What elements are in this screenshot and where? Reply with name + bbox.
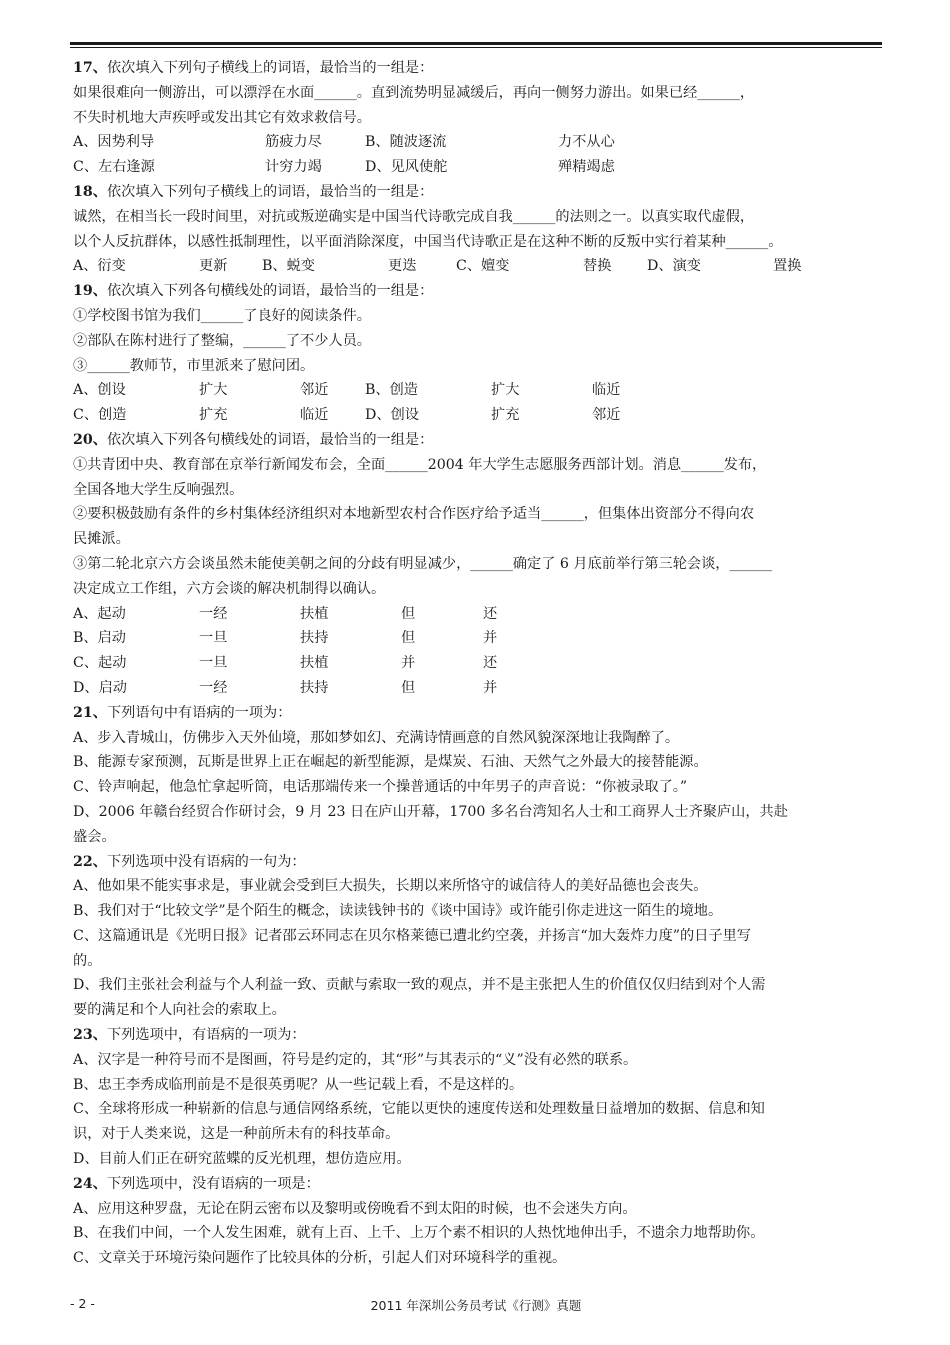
question-20-stem <box>73 428 881 453</box>
option-c-word-2: 计穷力竭 <box>265 159 322 176</box>
option-word-5: 还 <box>483 655 498 672</box>
option-c-word-2: 扩充 <box>199 407 228 424</box>
q18-line-1: 诚然，在相当长一段时间里，对抗或叛逆确实是中国当代诗歌完成自我______的法则之一。以真实取代虚假， <box>73 208 755 225</box>
q19-options-row-1 <box>73 378 881 403</box>
option-a: A、创设 <box>73 382 126 399</box>
q20-line-2: 全国各地大学生反响强烈。 <box>73 481 244 498</box>
option-a-word-2: 筋疲力尽 <box>265 134 322 151</box>
question-text: 依次填入下列句子横线上的词语，最恰当的一组是： <box>106 60 434 76</box>
q23-option-c-line-2: 识，对于人类来说，这是一种前所未有的科技革命。 <box>73 1126 400 1143</box>
option-a: A、因势利导 <box>73 134 155 151</box>
option-word-2: 一经 <box>199 679 228 696</box>
question-text: 下列语句中有语病的一项为： <box>106 704 292 721</box>
q21-option-d-line-1: D、2006 年赣台经贸合作研讨会，9 月 23 日在庐山开幕，1700 多名台湾知名人士和工商界人士齐聚庐山，共赴 <box>73 803 788 820</box>
question-18-stem <box>73 180 881 205</box>
question-number: 23、 <box>73 1027 107 1044</box>
q20-line-5: ③第二轮北京六方会谈虽然未能使美朝之间的分歧有明显减少，______确定了 6 月底前举行第三轮会谈，______ <box>73 555 773 572</box>
option-word-4: 但 <box>401 630 416 647</box>
option-label: A、起动 <box>73 605 126 622</box>
option-d: D、演变 <box>647 258 701 275</box>
question-text: 下列选项中没有语病的一句为： <box>106 853 306 870</box>
option-d-word-2: 置换 <box>773 258 802 275</box>
question-number: 21、 <box>73 704 107 721</box>
q23-option-c-line-1: C、全球将形成一种崭新的信息与通信网络系统，它能以更快的速度传送和处理数量日益增加的数据、信息和知 <box>73 1101 765 1118</box>
question-17-stem <box>73 56 881 81</box>
footer-title: 2011 年深圳公务员考试《行测》真题 <box>370 1298 582 1313</box>
page-content <box>73 56 881 1271</box>
question-21-stem <box>73 701 881 726</box>
option-word-4: 并 <box>401 655 416 672</box>
option-d: D、创设 <box>365 407 419 424</box>
option-word-2: 一旦 <box>199 630 228 647</box>
q22-option-c-line-1: C、这篇通讯是《光明日报》记者邵云环同志在贝尔格莱德已遭北约空袭，并扬言“加大轰炸力度”的日子里写 <box>73 927 751 944</box>
question-23-stem <box>73 1023 881 1048</box>
question-text: 依次填入下列各句横线处的词语，最恰当的一组是： <box>106 431 434 448</box>
q21-option-c: C、铃声响起，他急忙拿起听筒，电话那端传来一个操普通话的中年男子的声音说：“你被录取了。” <box>73 779 688 796</box>
option-word-5: 并 <box>483 630 498 647</box>
q22-option-d-line-2: 要的满足和个人向社会的索取上。 <box>73 1002 286 1019</box>
option-d-word-2: 扩充 <box>491 407 520 424</box>
option-label: B、启动 <box>73 630 126 647</box>
question-text: 依次填入下列句子横线上的词语，最恰当的一组是： <box>106 183 434 200</box>
q22-option-b: B、我们对于“比较文学”是个陌生的概念，读读钱钟书的《谈中国诗》或许能引你走进这一陌生的境地。 <box>73 903 723 920</box>
question-number: 22、 <box>73 853 107 870</box>
option-word-4: 但 <box>401 679 416 696</box>
question-text: 下列选项中，没有语病的一项是： <box>106 1175 320 1192</box>
option-b-word-2: 力不从心 <box>558 134 615 151</box>
option-b-word-2: 扩大 <box>491 382 520 399</box>
q23-option-a: A、汉字是一种符号而不是图画，符号是约定的，其“形”与其表示的“义”没有必然的联系。 <box>73 1051 638 1068</box>
option-label: D、启动 <box>73 679 127 696</box>
option-word-4: 但 <box>401 605 416 622</box>
q23-option-d: D、目前人们正在研究蓝蝶的反光机理，想仿造应用。 <box>73 1151 411 1168</box>
q19-options-row-2 <box>73 403 881 428</box>
header-rule-thick <box>70 42 882 45</box>
q22-option-c-line-2: 的。 <box>73 952 102 969</box>
q24-option-a: A、应用这种罗盘，无论在阴云密布以及黎明或傍晚看不到太阳的时候，也不会迷失方向。 <box>73 1200 637 1217</box>
q20-option-b <box>73 626 881 651</box>
option-a-word-2: 更新 <box>199 258 228 275</box>
q17-options-row-1 <box>73 130 881 155</box>
q20-line-6: 决定成立工作组，六方会谈的解决机制得以确认。 <box>73 580 386 597</box>
option-c-word-2: 替换 <box>583 258 612 275</box>
option-label: C、起动 <box>73 655 127 672</box>
option-b-word-2: 更迭 <box>388 258 417 275</box>
option-word-3: 扶植 <box>300 605 329 622</box>
q19-line-2: ②部队在陈村进行了整编，______了不少人员。 <box>73 332 371 349</box>
option-word-3: 扶持 <box>300 630 329 647</box>
question-number: 20、 <box>73 431 107 448</box>
q20-line-4: 民摊派。 <box>73 531 130 548</box>
option-b: B、创造 <box>365 382 418 399</box>
q20-line-3: ②要积极鼓励有条件的乡村集体经济组织对本地新型农村合作医疗给予适当______，但集体出资部分不得向农 <box>73 506 755 523</box>
q17-line-1: 如果很难向一侧游出，可以漂浮在水面______。直到流势明显减缓后，再向一侧努力游出。如果已经______， <box>73 84 755 101</box>
q19-line-3: ③______教师节，市里派来了慰问团。 <box>73 357 315 374</box>
option-a-word-2: 扩大 <box>199 382 228 399</box>
question-19-stem <box>73 279 881 304</box>
option-d: D、见风使舵 <box>365 159 448 176</box>
question-text: 下列选项中，有语病的一项为： <box>106 1027 306 1044</box>
q17-line-2: 不失时机地大声疾呼或发出其它有效求救信号。 <box>73 109 371 126</box>
option-b-word-3: 临近 <box>592 382 621 399</box>
option-d-word-2: 殚精竭虑 <box>558 159 615 176</box>
option-a: A、衍变 <box>73 258 126 275</box>
option-d-word-3: 邻近 <box>592 407 621 424</box>
option-c: C、嬗变 <box>456 258 510 275</box>
q20-option-a <box>73 602 881 627</box>
question-number: 19、 <box>73 283 107 300</box>
option-c: C、创造 <box>73 407 127 424</box>
page-number: - 2 - <box>70 1296 95 1311</box>
q21-option-d-line-2: 盛会。 <box>73 828 116 845</box>
question-number: 24、 <box>73 1175 107 1192</box>
q23-option-b: B、忠王李秀成临刑前是不是很英勇呢？从一些记载上看，不是这样的。 <box>73 1076 524 1093</box>
option-word-3: 扶植 <box>300 655 329 672</box>
q21-option-b: B、能源专家预测，瓦斯是世界上正在崛起的新型能源，是煤炭、石油、天然气之外最大的接替能源。 <box>73 754 708 771</box>
question-number: 18、 <box>73 183 107 200</box>
q20-option-c <box>73 651 881 676</box>
q18-options-row <box>73 254 881 279</box>
option-word-5: 还 <box>483 605 498 622</box>
question-24-stem <box>73 1172 881 1197</box>
q21-option-a: A、步入青城山，仿佛步入天外仙境，那如梦如幻、充满诗情画意的自然风貌深深地让我陶醉了。 <box>73 729 680 746</box>
option-word-5: 并 <box>483 679 498 696</box>
q19-line-1: ①学校图书馆为我们______了良好的阅读条件。 <box>73 307 371 324</box>
q22-option-a: A、他如果不能实事求是，事业就会受到巨大损失，长期以来所恪守的诚信待人的美好品德也会丧失。 <box>73 878 708 895</box>
q20-line-1: ①共青团中央、教育部在京举行新闻发布会，全面______2004 年大学生志愿服务西部计划。消息______发布， <box>73 456 767 473</box>
option-b: B、随波逐流 <box>365 134 447 151</box>
option-word-2: 一经 <box>199 605 228 622</box>
option-c-word-3: 临近 <box>300 407 329 424</box>
q20-option-d <box>73 676 881 701</box>
q17-options-row-2 <box>73 155 881 180</box>
q18-line-2: 以个人反抗群体，以感性抵制理性，以平面消除深度，中国当代诗歌正是在这种不断的反叛中实行着某种______。 <box>73 233 783 250</box>
option-word-3: 扶持 <box>300 679 329 696</box>
q24-option-c: C、文章关于环境污染问题作了比较具体的分析，引起人们对环境科学的重视。 <box>73 1250 567 1267</box>
question-text: 依次填入下列各句横线处的词语，最恰当的一组是： <box>106 283 434 300</box>
question-number: 17、 <box>73 60 107 76</box>
option-b: B、蜕变 <box>262 258 315 275</box>
question-22-stem <box>73 850 881 875</box>
option-word-2: 一旦 <box>199 655 228 672</box>
q24-option-b: B、在我们中间，一个人发生困难，就有上百、上千、上万个素不相识的人热忱地伸出手，不遗余力地帮助你。 <box>73 1225 765 1242</box>
header-rule-thin <box>70 47 882 48</box>
page-footer <box>70 1296 882 1316</box>
option-c: C、左右逢源 <box>73 159 155 176</box>
option-a-word-3: 邻近 <box>300 382 329 399</box>
q22-option-d-line-1: D、我们主张社会利益与个人利益一致、贡献与索取一致的观点，并不是主张把人生的价值仅仅归结到对个人需 <box>73 977 766 994</box>
